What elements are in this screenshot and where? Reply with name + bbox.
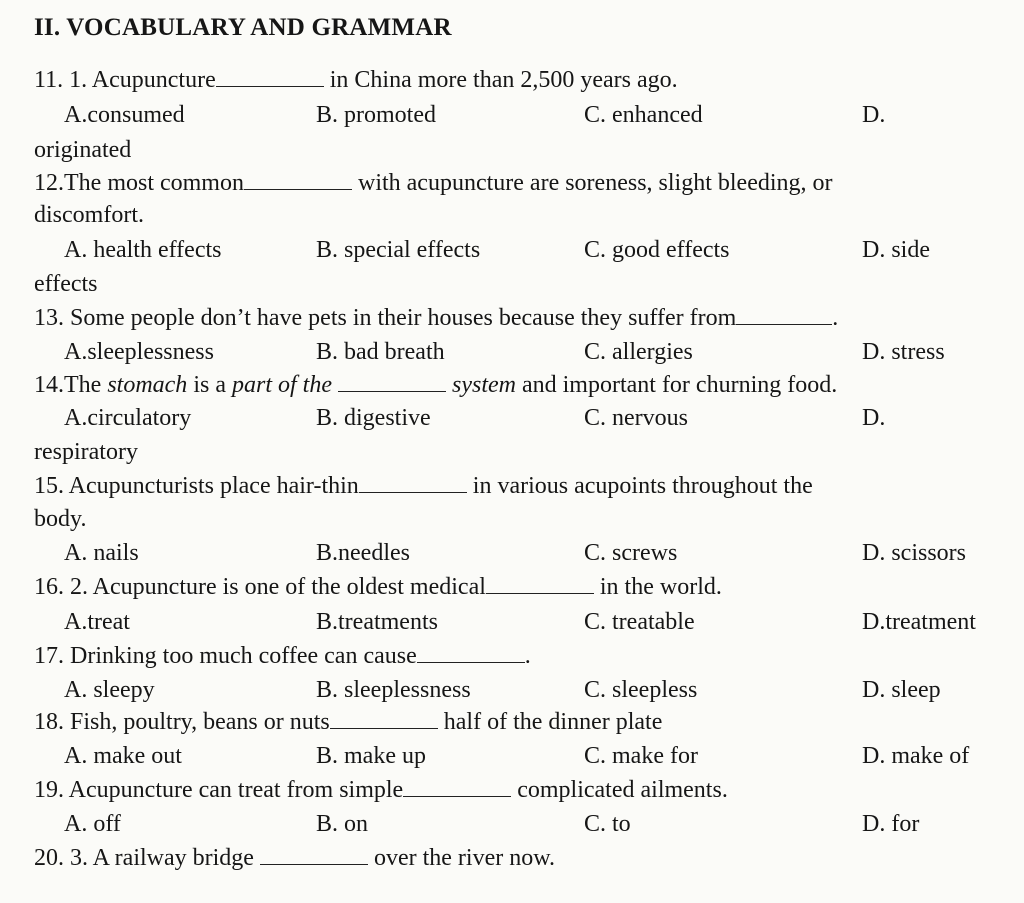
option-a: A. sleepy bbox=[64, 677, 155, 703]
question-13 bbox=[34, 305, 838, 332]
option-d: D.treatment bbox=[862, 609, 976, 635]
question-text: 13. Some people don’t have pets in their houses because they suffer from bbox=[34, 305, 737, 331]
option-a: A. nails bbox=[64, 540, 139, 566]
question-text-end: over the river now. bbox=[373, 845, 556, 871]
option-d: D. bbox=[862, 405, 886, 431]
question-text: 16. 2. Acupuncture is one of the oldest medical bbox=[34, 574, 486, 600]
option-b: B. digestive bbox=[316, 405, 431, 431]
answer-blank bbox=[359, 474, 467, 493]
option-c: C. treatable bbox=[584, 609, 695, 635]
option-a: A.circulatory bbox=[64, 405, 192, 431]
question-text: 11. 1. Acupuncture bbox=[34, 67, 216, 93]
answer-blank bbox=[486, 575, 594, 594]
option-c: C. nervous bbox=[584, 405, 688, 431]
question-17 bbox=[34, 643, 531, 670]
options-19 bbox=[0, 811, 1024, 841]
answer-blank bbox=[260, 846, 368, 865]
question-text: 15. Acupuncturists place hair-thin bbox=[34, 473, 359, 499]
answer-blank bbox=[403, 778, 511, 797]
options-14 bbox=[0, 405, 1024, 435]
option-a: A. make out bbox=[64, 743, 182, 769]
question-16 bbox=[34, 574, 722, 601]
question-text-end: . bbox=[832, 305, 839, 331]
option-a: A.treat bbox=[64, 609, 130, 635]
question-18 bbox=[34, 709, 662, 736]
option-d: D. for bbox=[862, 811, 920, 837]
option-d: D. make of bbox=[862, 743, 970, 769]
option-c: C. sleepless bbox=[584, 677, 698, 703]
question-text-end: in China more than 2,500 years ago. bbox=[329, 67, 678, 93]
option-c: C. make for bbox=[584, 743, 698, 769]
options-18 bbox=[0, 743, 1024, 773]
option-c: C. good effects bbox=[584, 237, 730, 263]
option-d: D. sleep bbox=[862, 677, 941, 703]
question-text-end: with acupuncture are soreness, slight bleeding, or bbox=[357, 170, 833, 196]
option-b: B. make up bbox=[316, 743, 426, 769]
question-19 bbox=[34, 777, 728, 804]
option-a: A.sleeplessness bbox=[64, 339, 214, 365]
option-continuation: respiratory bbox=[34, 439, 138, 465]
question-text-end: in the world. bbox=[599, 574, 722, 600]
option-continuation: effects bbox=[34, 271, 98, 297]
question-text: 12.The most common bbox=[34, 170, 244, 196]
question-text: 17. Drinking too much coffee can cause bbox=[34, 643, 417, 669]
option-b: B. bad breath bbox=[316, 339, 445, 365]
section-heading: II. VOCABULARY AND GRAMMAR bbox=[34, 14, 452, 41]
options-13 bbox=[0, 339, 1024, 369]
option-c: C. screws bbox=[584, 540, 678, 566]
answer-blank bbox=[216, 68, 324, 87]
question-text-end: complicated ailments. bbox=[517, 777, 728, 803]
option-b: B. on bbox=[316, 811, 369, 837]
question-11 bbox=[34, 67, 678, 94]
question-text: 14.The bbox=[34, 372, 108, 398]
italic-term-system: system bbox=[451, 372, 516, 398]
option-c: C. allergies bbox=[584, 339, 693, 365]
question-text: 19. Acupuncture can treat from simple bbox=[34, 777, 404, 803]
answer-blank bbox=[244, 171, 352, 190]
options-11 bbox=[0, 102, 1024, 132]
question-text: 18. Fish, poultry, beans or nuts bbox=[34, 709, 330, 735]
option-a: A. off bbox=[64, 811, 121, 837]
option-b: B.needles bbox=[316, 540, 410, 566]
option-d: D. side bbox=[862, 237, 930, 263]
question-text-line2: discomfort. bbox=[34, 202, 144, 228]
options-17 bbox=[0, 677, 1024, 707]
question-text-end: and important for churning food. bbox=[515, 372, 838, 398]
question-text-end: . bbox=[524, 643, 531, 669]
options-16 bbox=[0, 609, 1024, 639]
option-b: B. sleeplessness bbox=[316, 677, 471, 703]
question-12 bbox=[34, 170, 833, 197]
option-d: D. bbox=[862, 102, 886, 128]
question-text: 20. 3. A railway bridge bbox=[34, 845, 254, 871]
option-a: A.consumed bbox=[64, 102, 185, 128]
question-text-mid: is a bbox=[187, 372, 232, 398]
option-d: D. stress bbox=[862, 339, 945, 365]
option-c: C. to bbox=[584, 811, 631, 837]
answer-blank bbox=[736, 306, 832, 325]
italic-term-part: part of the bbox=[231, 372, 332, 398]
question-20 bbox=[34, 845, 555, 872]
question-14 bbox=[34, 372, 837, 399]
answer-blank bbox=[338, 373, 446, 392]
answer-blank bbox=[330, 710, 438, 729]
option-c: C. enhanced bbox=[584, 102, 703, 128]
option-b: B. special effects bbox=[316, 237, 481, 263]
question-text-end: in various acupoints throughout the bbox=[472, 473, 813, 499]
option-a: A. health effects bbox=[64, 237, 222, 263]
option-d: D. scissors bbox=[862, 540, 967, 566]
option-b: B.treatments bbox=[316, 609, 438, 635]
option-b: B. promoted bbox=[316, 102, 436, 128]
question-text-end: half of the dinner plate bbox=[443, 709, 663, 735]
question-15 bbox=[34, 473, 813, 500]
options-12 bbox=[0, 237, 1024, 267]
question-text-line2: body. bbox=[34, 506, 87, 532]
answer-blank bbox=[417, 644, 525, 663]
options-15 bbox=[0, 540, 1024, 570]
option-continuation: originated bbox=[34, 137, 132, 163]
italic-term-stomach: stomach bbox=[107, 372, 188, 398]
